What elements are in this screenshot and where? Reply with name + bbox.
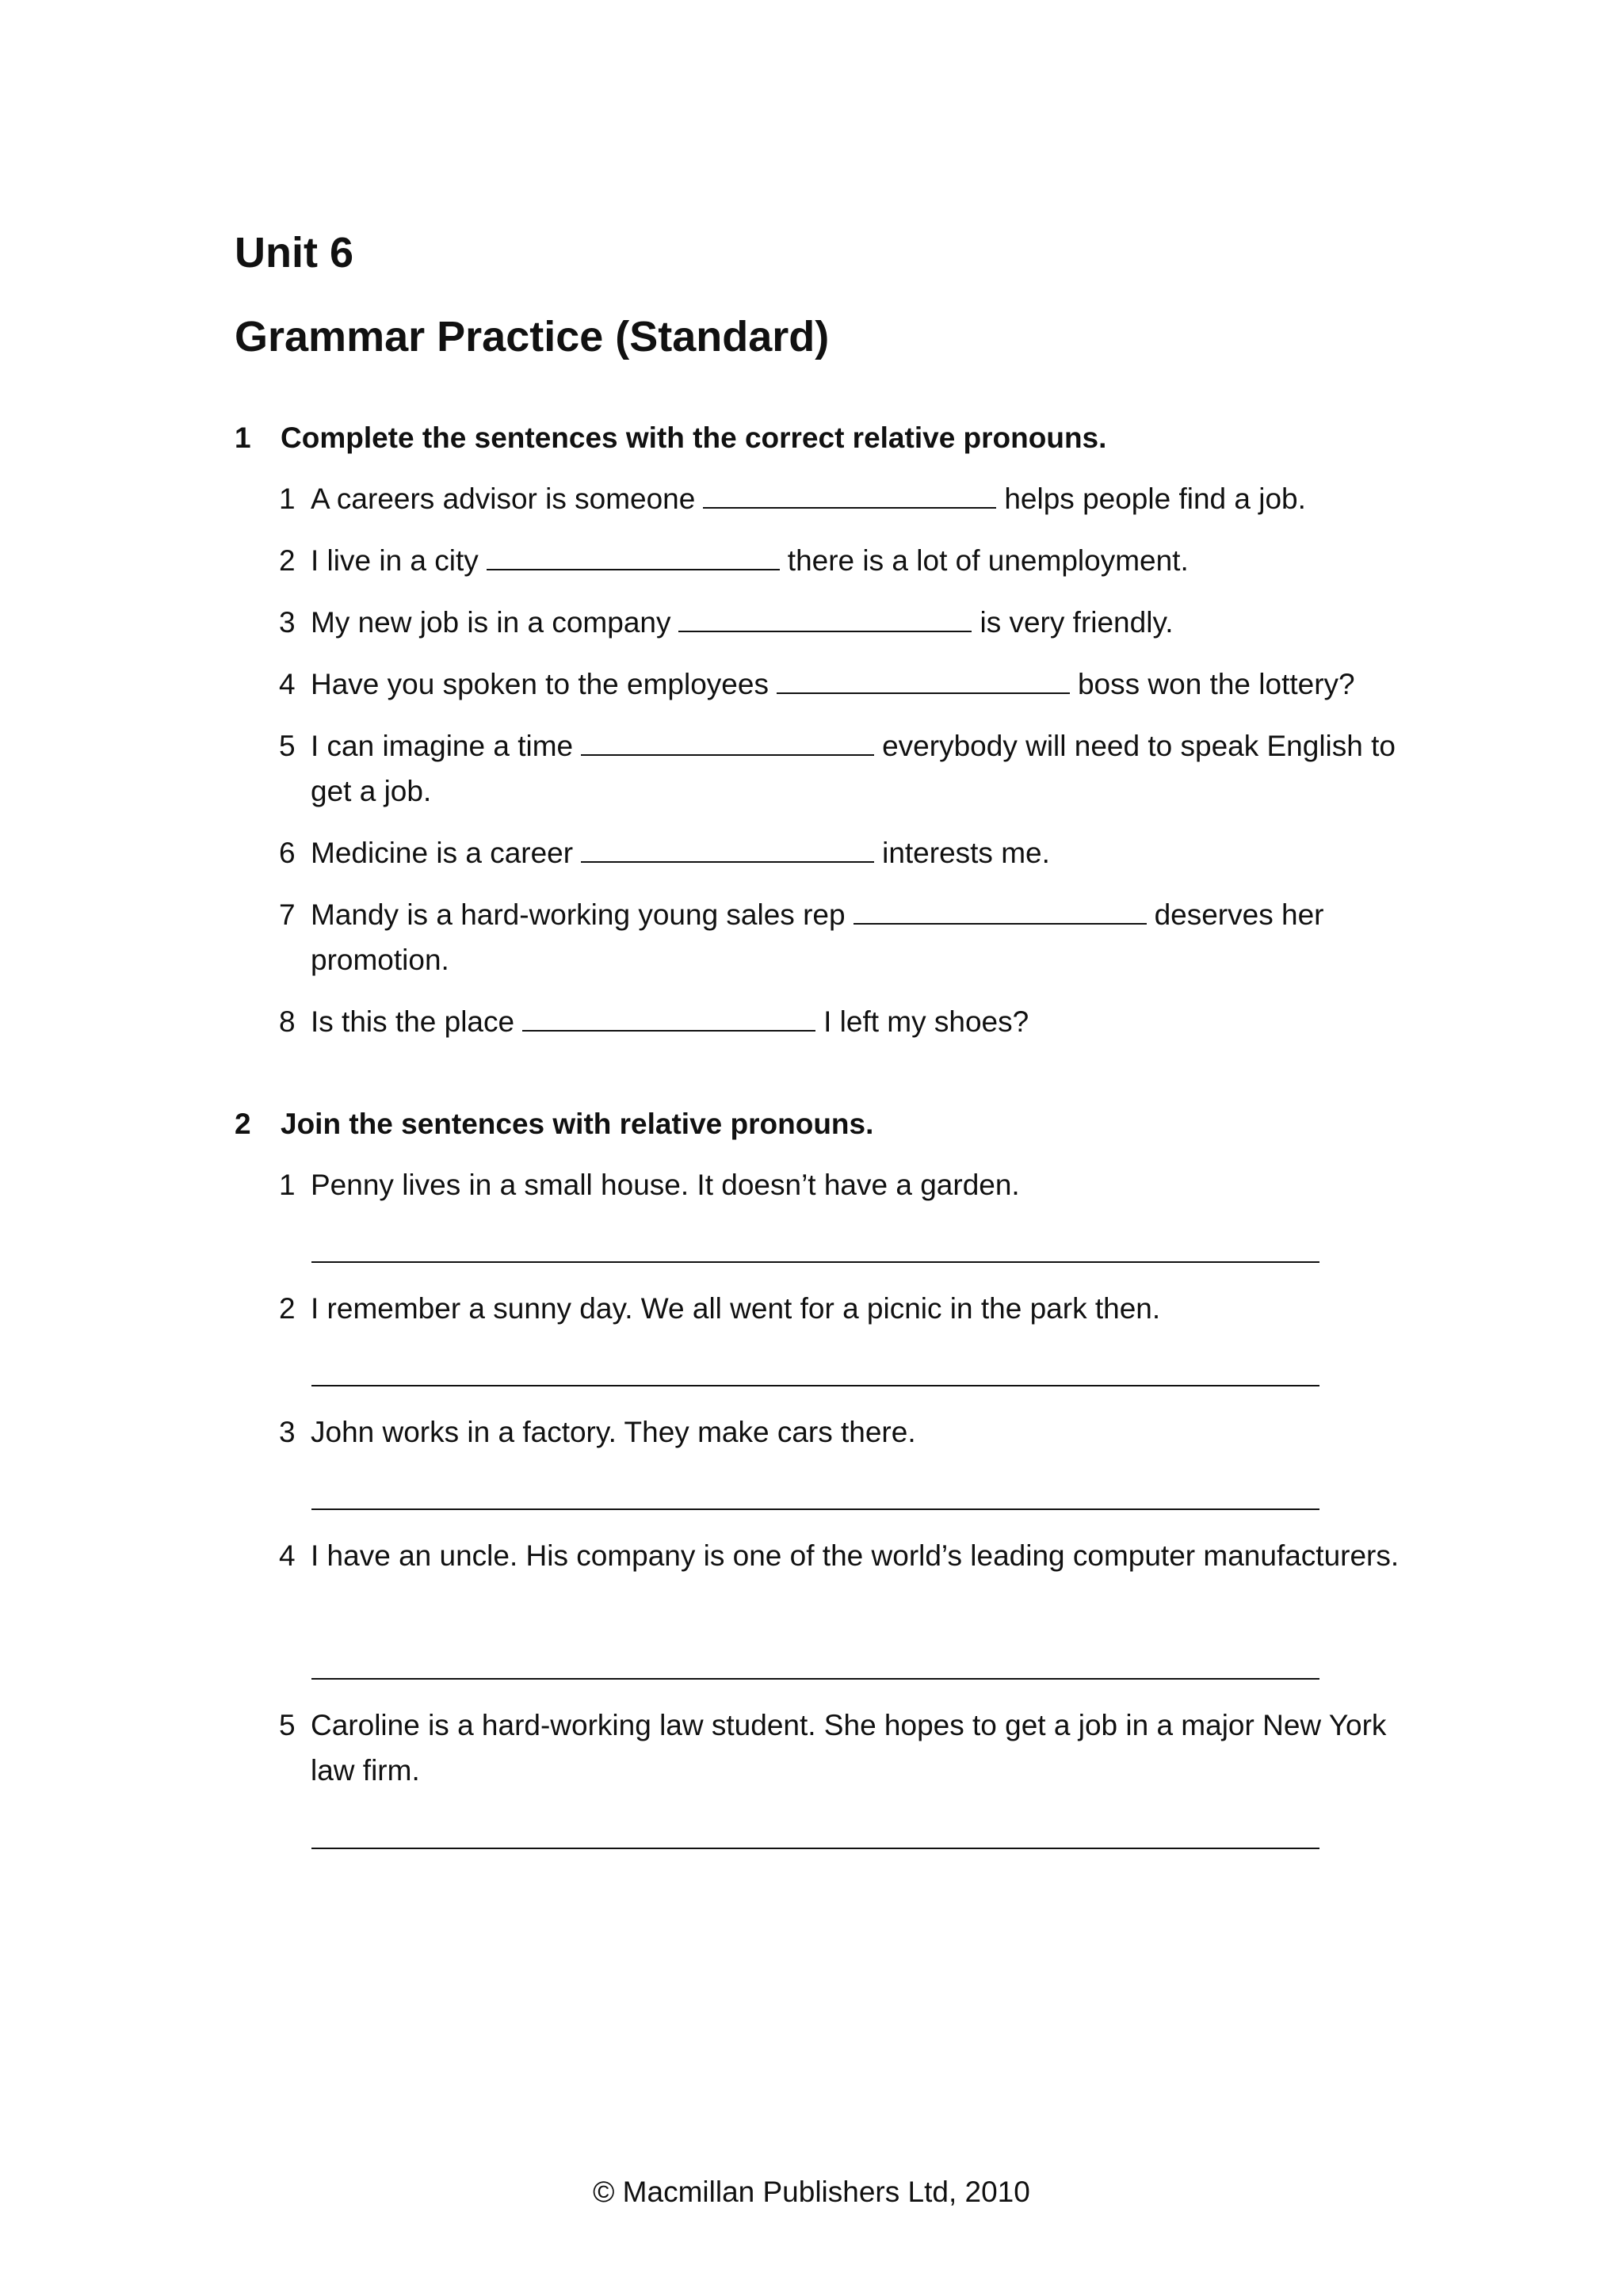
unit-title: Unit 6 — [235, 229, 354, 277]
copyright-footer: © Macmillan Publishers Ltd, 2010 — [593, 2176, 1030, 2208]
exercise-1-item — [279, 662, 1404, 707]
sentence-start: My new job is in a company — [311, 606, 671, 639]
item-number: 1 — [279, 1169, 296, 1201]
sentence-end: is very friendly. — [980, 606, 1174, 639]
exercise-1-item — [279, 830, 1404, 875]
item-number: 8 — [279, 1005, 296, 1038]
exercise-2-item — [279, 1703, 1404, 1793]
sentence-end: deserves her promotion. — [311, 898, 1324, 976]
item-text — [311, 662, 1404, 707]
exercise-1-item — [279, 723, 1404, 814]
item-text: Caroline is a hard-working law student. She hopes to get a job in a major New York law firm. — [311, 1709, 1387, 1787]
item-text — [311, 538, 1404, 583]
item-text — [311, 476, 1404, 521]
sentence-end: everybody will need to speak English to get a job. — [311, 730, 1396, 807]
sentence-start: A careers advisor is someone — [311, 482, 696, 515]
exercise-1-item — [279, 600, 1404, 645]
sentence-end: helps people find a job. — [1004, 482, 1306, 515]
item-text — [311, 892, 1404, 982]
item-number: 5 — [279, 730, 296, 762]
sentence-end: interests me. — [882, 837, 1050, 869]
exercise-2-item — [279, 1162, 1404, 1207]
exercise-2-item — [279, 1533, 1404, 1578]
exercise-2-item — [279, 1286, 1404, 1331]
exercise-instruction: Join the sentences with relative pronouns. — [281, 1108, 874, 1140]
item-number: 3 — [279, 606, 296, 639]
exercise-instruction: Complete the sentences with the correct relative pronouns. — [281, 421, 1107, 454]
exercise-1-item — [279, 538, 1404, 583]
item-number: 2 — [279, 544, 296, 577]
item-text — [311, 830, 1404, 875]
sentence-start: I live in a city — [311, 544, 479, 577]
answer-blank[interactable] — [522, 1005, 815, 1032]
sentence-start: Have you spoken to the employees — [311, 668, 769, 700]
item-number: 1 — [279, 482, 296, 515]
sentence-end: boss won the lottery? — [1077, 668, 1355, 700]
sentence-start: I can imagine a time — [311, 730, 574, 762]
item-text: Penny lives in a small house. It doesn’t have a garden. — [311, 1169, 1020, 1201]
item-number: 4 — [279, 1539, 296, 1572]
answer-blank[interactable] — [703, 482, 996, 509]
sentence-end: I left my shoes? — [823, 1005, 1029, 1038]
item-number: 2 — [279, 1292, 296, 1325]
sentence-end: there is a lot of unemployment. — [787, 544, 1189, 577]
exercise-1-heading — [235, 423, 1106, 452]
answer-line[interactable] — [311, 1508, 1319, 1510]
item-number: 4 — [279, 668, 296, 700]
item-text: I remember a sunny day. We all went for a picnic in the park then. — [311, 1292, 1161, 1325]
exercise-1-item — [279, 892, 1404, 982]
item-text: John works in a factory. They make cars there. — [311, 1416, 916, 1448]
exercise-1-item — [279, 999, 1404, 1044]
sentence-start: Medicine is a career — [311, 837, 574, 869]
exercise-number: 1 — [235, 421, 251, 454]
answer-blank[interactable] — [487, 543, 780, 570]
page-title: Grammar Practice (Standard) — [235, 313, 830, 360]
exercise-2-heading — [235, 1109, 873, 1138]
item-text — [311, 600, 1404, 645]
answer-line[interactable] — [311, 1385, 1319, 1386]
exercise-number: 2 — [235, 1108, 251, 1140]
answer-line[interactable] — [311, 1678, 1319, 1680]
item-number: 5 — [279, 1709, 296, 1741]
item-number: 6 — [279, 837, 296, 869]
answer-line[interactable] — [311, 1261, 1319, 1263]
item-number: 3 — [279, 1416, 296, 1448]
answer-line[interactable] — [311, 1848, 1319, 1849]
exercise-1-item — [279, 476, 1404, 521]
answer-blank[interactable] — [581, 836, 874, 863]
answer-blank[interactable] — [854, 898, 1147, 925]
answer-blank[interactable] — [777, 667, 1070, 694]
answer-blank[interactable] — [678, 605, 972, 632]
sentence-start: Mandy is a hard-working young sales rep — [311, 898, 846, 931]
item-text: I have an uncle. His company is one of the world’s leading computer manufacturers. — [311, 1539, 1400, 1572]
sentence-start: Is this the place — [311, 1005, 515, 1038]
item-number: 7 — [279, 898, 296, 931]
answer-blank[interactable] — [581, 729, 874, 756]
item-text — [311, 999, 1404, 1044]
item-text — [311, 723, 1404, 814]
exercise-2-item — [279, 1409, 1404, 1455]
